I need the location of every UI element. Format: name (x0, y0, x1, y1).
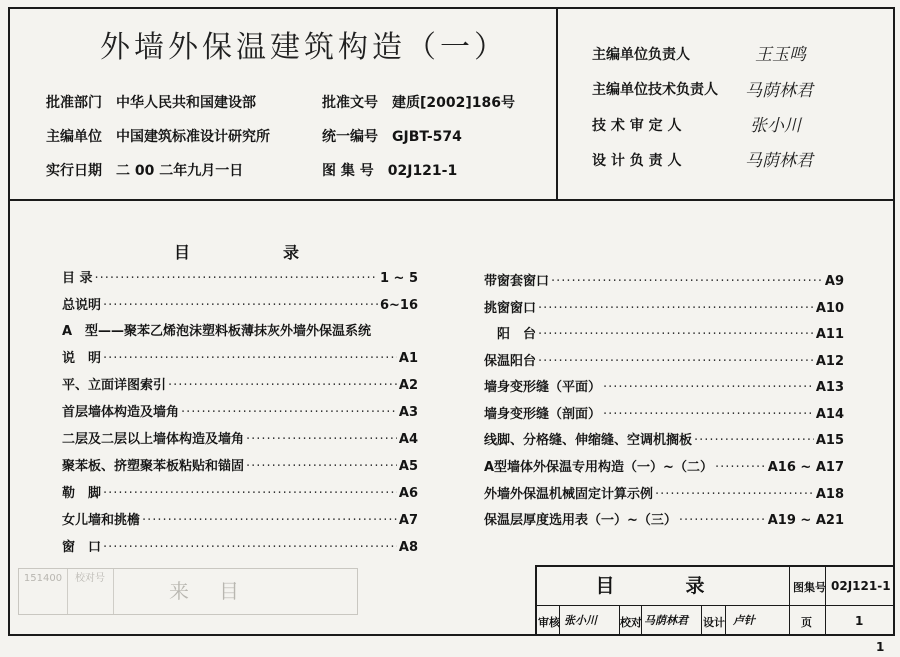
toc-entry-label: 挑窗窗口 (484, 301, 537, 316)
toc-entry[interactable] (62, 482, 418, 504)
toc-entry-page: A18 (815, 487, 844, 502)
toc-entry-page: A9 (824, 274, 844, 289)
toc-entry-label: 外墙外保温机械固定计算示例 (484, 487, 654, 502)
title-block-divider (725, 605, 726, 634)
toc-leader-dots (538, 301, 814, 316)
toc-section-heading (62, 320, 371, 342)
toc-entry[interactable] (62, 401, 418, 423)
design-label: 设计 (703, 616, 725, 629)
toc-entry-label: 窗 口 (62, 540, 102, 555)
review-label: 审核 (538, 616, 560, 629)
toc-leader-dots (538, 327, 814, 342)
toc-entry-page: A7 (398, 513, 418, 528)
atlas-number: 02J121-1 (831, 579, 891, 593)
document-title: 外墙外保温建筑构造（一） (100, 30, 508, 65)
header-bottom-line (8, 199, 895, 201)
toc-leader-dots (715, 460, 766, 475)
info-approval-no (322, 92, 515, 112)
stamp-cell: 校对号 (67, 569, 114, 614)
toc-leader-dots (694, 433, 814, 448)
handwritten-signature: 马荫林君 (745, 151, 813, 171)
info-value: GJBT-574 (392, 129, 462, 145)
toc-entry-page: A13 (815, 380, 844, 395)
toc-leader-dots (95, 271, 378, 286)
title-block-divider (537, 605, 893, 606)
toc-entry[interactable] (62, 347, 418, 369)
toc-entry-label: 墙身变形缝（平面） (484, 380, 602, 395)
signature-label: 主编单位技术负责人 (592, 82, 718, 98)
toc-entry-page: A12 (815, 354, 844, 369)
handwritten-signature: 马荫林君 (745, 81, 813, 101)
review-signature: 张小川 (564, 614, 597, 627)
handwritten-signature: 王玉鸣 (755, 45, 806, 65)
signature-row-design-head (592, 150, 682, 170)
toc-entry[interactable] (62, 374, 418, 396)
title-block-divider (789, 567, 790, 634)
toc-leader-dots (679, 513, 766, 528)
toc-leader-dots (603, 407, 814, 422)
stamp-title: 来目 (169, 579, 269, 603)
toc-entry[interactable] (484, 456, 844, 478)
title-block-divider (701, 605, 702, 634)
toc-entry-page: A5 (398, 459, 418, 474)
toc-entry-page: A14 (815, 407, 844, 422)
toc-entry-label: 二层及二层以上墙体构造及墙角 (62, 432, 245, 447)
design-signature: 卢针 (733, 614, 755, 627)
signature-label: 技 术 审 定 人 (592, 118, 682, 134)
toc-entry-page: 6~16 (379, 298, 418, 313)
page-label: 页 (801, 616, 812, 629)
header-divider (556, 7, 558, 200)
toc-entry-page: A15 (815, 433, 844, 448)
toc-entry[interactable] (484, 350, 844, 372)
faded-stamp (18, 568, 358, 615)
info-value: 中华人民共和国建设部 (116, 95, 256, 111)
toc-entry[interactable] (62, 428, 418, 450)
toc-entry-page: A19 ~ A21 (767, 513, 844, 528)
atlas-label: 图集号 (793, 581, 826, 594)
toc-entry-label: 总说明 (62, 298, 102, 313)
toc-entry[interactable] (62, 267, 418, 289)
toc-entry-label: 平、立面详图索引 (62, 378, 167, 393)
info-unified-no (322, 126, 462, 146)
toc-entry[interactable] (62, 509, 418, 531)
toc-entry-page: 1 ~ 5 (379, 271, 418, 286)
sheet-page-number: 1 (876, 640, 885, 654)
signature-label: 主编单位负责人 (592, 47, 690, 63)
signature-row-reviewer (592, 115, 682, 135)
info-value: 02J121-1 (387, 163, 458, 179)
title-block (535, 565, 895, 636)
signature-row-editor-head (592, 44, 690, 64)
toc-entry[interactable] (62, 455, 418, 477)
info-value: 建质[2002]186号 (392, 95, 515, 111)
toc-entry-label: 聚苯板、挤塑聚苯板粘贴和锚固 (62, 459, 245, 474)
toc-entry-label: 保温层厚度选用表（一）~（三） (484, 513, 677, 528)
toc-leader-dots (103, 298, 378, 313)
handwritten-signature: 张小川 (750, 116, 801, 136)
signature-label: 设 计 负 责 人 (592, 153, 682, 169)
info-key: 批准文号 (322, 95, 378, 111)
check-signature: 马荫林君 (644, 614, 688, 627)
stamp-cell: 151400 (19, 569, 68, 614)
info-key: 主编单位 (46, 129, 102, 145)
toc-entry[interactable] (484, 270, 844, 292)
info-approval-dept (46, 92, 256, 112)
toc-leader-dots (246, 432, 397, 447)
info-key: 图 集 号 (322, 163, 374, 179)
toc-entry-page: A8 (398, 540, 418, 555)
check-label: 校对 (620, 616, 642, 629)
toc-entry-page: A4 (398, 432, 418, 447)
toc-leader-dots (655, 487, 814, 502)
info-value: 二 00 二年九月一日 (116, 163, 244, 179)
toc-entry[interactable] (484, 429, 844, 451)
page-number-cell: 1 (855, 614, 864, 628)
toc-leader-dots (603, 380, 814, 395)
toc-entry-page: A11 (815, 327, 844, 342)
info-key: 实行日期 (46, 163, 102, 179)
info-key: 批准部门 (46, 95, 102, 111)
info-key: 统一编号 (322, 129, 378, 145)
title-block-title: 目 录 (595, 575, 731, 597)
toc-entry-label: 女儿墙和挑檐 (62, 513, 141, 528)
toc-entry-label: 带窗套窗口 (484, 274, 550, 289)
toc-entry[interactable] (484, 403, 844, 425)
toc-leader-dots (551, 274, 823, 289)
toc-entry-label: A型墙体外保温专用构造（一）~（二） (484, 460, 713, 475)
toc-heading-right: 录 (283, 243, 300, 262)
toc-entry-page: A3 (398, 405, 418, 420)
toc-entry[interactable] (484, 483, 844, 505)
toc-entry[interactable] (484, 376, 844, 398)
toc-entry-page: A1 (398, 351, 418, 366)
toc-leader-dots (246, 459, 397, 474)
info-effective-date (46, 160, 243, 180)
toc-entry[interactable] (62, 294, 418, 316)
toc-entry[interactable] (484, 297, 844, 319)
toc-entry-page: A6 (398, 486, 418, 501)
toc-entry-label: 阳 台 (484, 327, 537, 342)
toc-entry-label: 勒 脚 (62, 486, 102, 501)
toc-leader-dots (103, 486, 397, 501)
info-value: 中国建筑标准设计研究所 (116, 129, 270, 145)
toc-entry-label: A 型——聚苯乙烯泡沫塑料板薄抹灰外墙外保温系统 (62, 324, 372, 339)
toc-entry-label: 首层墙体构造及墙角 (62, 405, 180, 420)
toc-entry-label: 目 录 (62, 271, 93, 286)
toc-entry-label: 墙身变形缝（剖面） (484, 407, 602, 422)
toc-leader-dots (168, 378, 397, 393)
info-editor-unit (46, 126, 270, 146)
toc-entry-page: A2 (398, 378, 418, 393)
toc-entry-label: 线脚、分格缝、伸缩缝、空调机搁板 (484, 433, 693, 448)
toc-leader-dots (538, 354, 814, 369)
toc-entry[interactable] (484, 323, 844, 345)
toc-entry-page: A16 ~ A17 (767, 460, 844, 475)
title-block-divider (825, 567, 826, 634)
toc-entry-page: A10 (815, 301, 844, 316)
info-atlas-no (322, 160, 457, 180)
toc-leader-dots (142, 513, 397, 528)
toc-entry[interactable] (62, 536, 418, 558)
toc-entry-label: 说 明 (62, 351, 102, 366)
toc-entry[interactable] (484, 509, 844, 531)
toc-heading-left: 目 (174, 243, 191, 262)
toc-entry-label: 保温阳台 (484, 354, 537, 369)
toc-leader-dots (103, 540, 397, 555)
toc-leader-dots (181, 405, 397, 420)
toc-leader-dots (103, 351, 397, 366)
signature-row-tech-head (592, 79, 718, 99)
